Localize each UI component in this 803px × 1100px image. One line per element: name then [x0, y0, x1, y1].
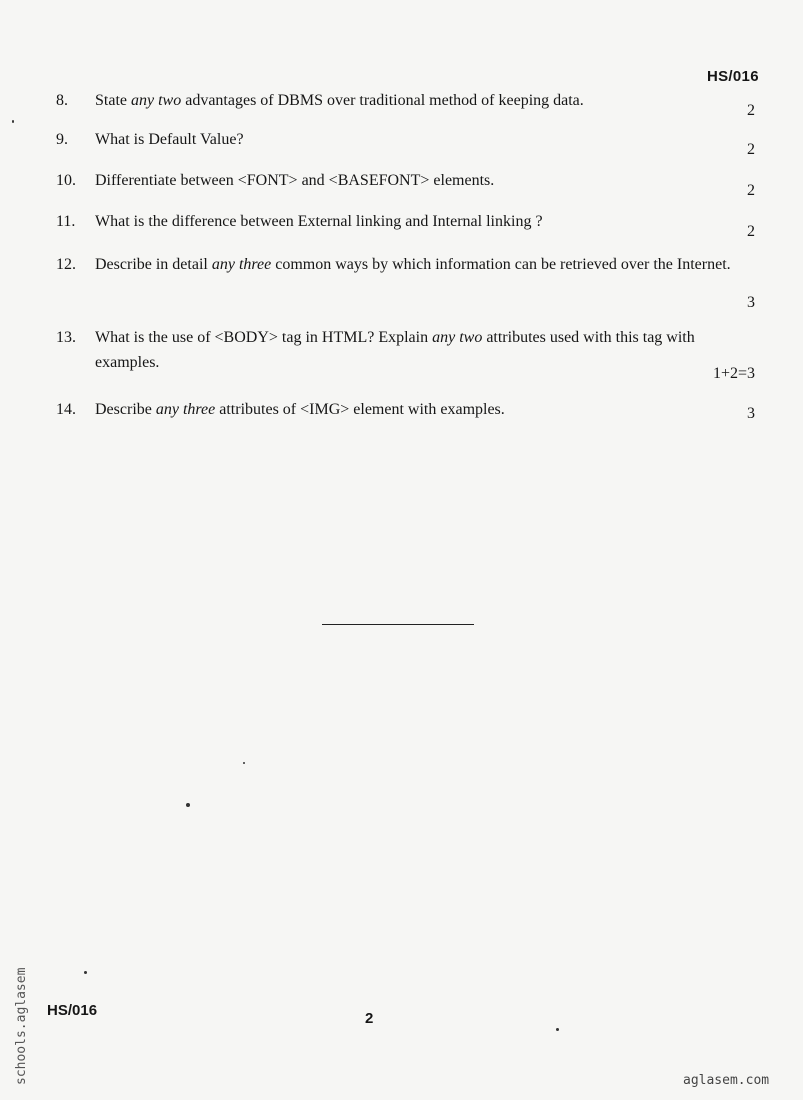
side-watermark: schools.aglasem [14, 967, 29, 1085]
question-marks: 1+2=3 [712, 365, 755, 382]
question-marks: 3 [747, 405, 755, 422]
question-number: 11. [56, 213, 76, 230]
question-text: What is the difference between External linking and Internal linking ? [95, 213, 543, 230]
question-marks: 3 [747, 294, 755, 311]
question-number: 9. [56, 131, 68, 148]
paper-code-footer: HS/016 [47, 1002, 98, 1019]
scan-speck [186, 803, 190, 807]
question-text: Differentiate between <FONT> and <BASEFONT> elements. [95, 172, 495, 189]
question-number: 14. [56, 401, 76, 418]
bottom-watermark: aglasem.com [683, 1073, 770, 1088]
question-text: What is the use of <BODY> tag in HTML? Explain any two attributes used with this tag with examples. [95, 329, 695, 371]
end-divider-line [322, 624, 474, 625]
question-text: Describe any three attributes of <IMG> element with examples. [95, 401, 505, 418]
question-text: State any two advantages of DBMS over traditional method of keeping data. [95, 92, 584, 109]
question-text: Describe in detail any three common ways by which information can be retrieved over the Internet. [95, 256, 731, 273]
question-marks: 2 [747, 182, 755, 199]
question-marks: 2 [747, 223, 755, 240]
question-marks: 2 [747, 141, 755, 158]
question-marks: 2 [747, 102, 755, 119]
question-number: 12. [56, 256, 76, 273]
paper-code-header: HS/016 [707, 68, 759, 85]
question-number: 10. [56, 172, 76, 189]
scan-speck [243, 762, 245, 764]
question-number: 13. [56, 329, 76, 346]
scan-speck [84, 971, 87, 974]
scan-speck [556, 1028, 559, 1031]
page-number: 2 [365, 1010, 374, 1027]
question-text: What is Default Value? [95, 131, 244, 148]
scan-speck [12, 120, 14, 123]
question-number: 8. [56, 92, 68, 109]
